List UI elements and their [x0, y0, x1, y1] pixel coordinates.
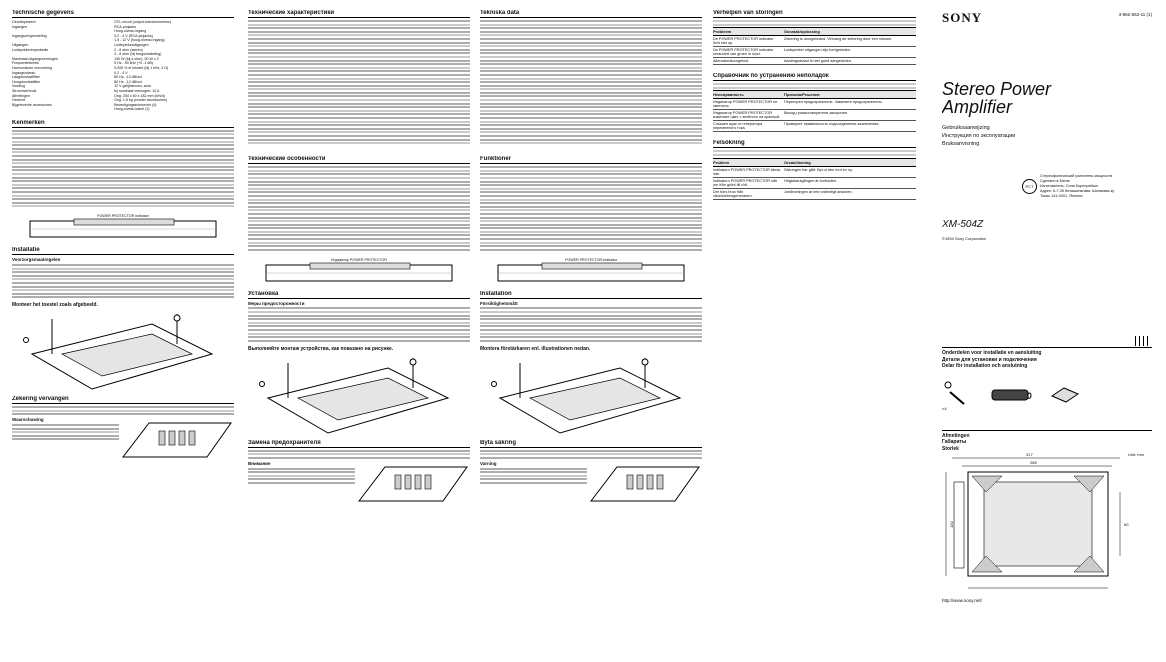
product-title: Stereo Power Amplifier [942, 79, 1052, 117]
certification-mark-icon: PCT [1022, 179, 1037, 194]
table-row: De POWER PROTECTOR indicator licht niet op. Zekering is doorgebrand. Vervang de zekering door een nieuwe. [713, 36, 916, 47]
features-heading-sv: Funktioner [480, 156, 702, 164]
fuse-heading-nl: Zekering vervangen [12, 396, 234, 404]
mounting-illustration-nl [12, 314, 234, 396]
spec-row: Gewicht Ong. 1,5 kg (zonder accessoires) [12, 98, 168, 103]
spec-row: Frequentiebereik 5 Hz - 50 kHz (+0 -1 dB) [12, 61, 153, 66]
table-row: Слышен шум от генератора переменного тока. Проверьте правильность подсоединения заземления. [713, 121, 916, 132]
spec-row: Voeding 12 V gelijkstroom, accu [12, 84, 152, 89]
spec-row: Hoog-niveau ingang [114, 29, 147, 34]
fuse-illustration-ru [355, 461, 470, 512]
language-list: Gebruiksaanwijzing Инструкция по эксплуатации Bruksanvisning [942, 125, 1016, 147]
features-text-nl [12, 130, 234, 207]
parts-illustration [942, 380, 1152, 410]
install-subheading-sv: Försiktighetsmått [480, 300, 518, 306]
column-dutch [12, 10, 234, 655]
svg-text:×4: ×4 [942, 405, 947, 410]
install-heading-ru: Установка [248, 291, 470, 299]
spec-row: Hoogdoorlaatfilter 80 Hz, -12 dB/oct [12, 79, 142, 84]
amplifier-diagram-ru: Индикатор POWER PROTECTOR [262, 259, 456, 285]
column-russian [248, 10, 470, 655]
spec-row: Ingangsniveau 0,2 - 4 V [12, 70, 128, 75]
specs-heading-nl: Technische gegevens [12, 10, 234, 18]
fuse-subheading-ru: Внимание [248, 460, 271, 466]
install-caption-ru: Выполняйте монтаж устройства, как показано на рисунке. [248, 345, 394, 352]
mounting-illustration-ru [248, 358, 470, 440]
install-heading-sv: Installation [480, 291, 702, 299]
column-swedish [480, 10, 702, 655]
spec-row: Circuitsysteem OTL-circuit (output-transformerless) [12, 20, 172, 24]
table-row: Indikatorn POWER PROTECTOR slår om från grönt till rött. Högtalarutgången är kortsluten. [713, 178, 916, 189]
screw-icon [942, 380, 970, 410]
fuse-subheading-nl: Waarschuwing [12, 417, 44, 423]
troubleshoot-table-ru: Неисправность Причина/Решение Индикатор POWER PROTECTOR не светится. Перегорел предохранитель. Замените предохранитель. Индикатор POWER PROTECTOR изменяет цвет с зелёного на красный. Выход громкоговорителя закорочен. Слышен шум от генератора переменного тока. Проверьте правильность подсоединения заземления. [713, 90, 916, 132]
fuse-subheading-sv: Varning [480, 460, 497, 466]
spec-row: 4 - 8 ohm (bij brugschakeling) [114, 52, 162, 57]
copyright: ©1994 Sony Corporation [942, 236, 987, 241]
sony-logo: SONY [942, 10, 983, 25]
specs-heading-sv: Tekniska data [480, 10, 702, 18]
website-url: http://www.sony.net/ [942, 598, 982, 603]
part-number: 3-862-562-11 (1) [1118, 12, 1152, 17]
spec-row: Ingangsvergrendeling 0,2 - 4 V (RCA-pinjacks) [12, 33, 153, 38]
table-row: Alternatorstoorgeluid. Aardingsdraad is niet goed aangesloten. [713, 58, 916, 65]
troubleshoot-table-sv: Problem Orsak/lösning Indikatorn POWER PROTECTOR tänds inte. Säkringen har gått. Byt ut den mot en ny. Indikatorn POWER PROTECTOR slår om från grönt till rött. Högtalarutgången är kortsluten. Det hörs brus från växelströmsgeneratorn. Jordledningen är inte ordentligt ansluten. [713, 158, 916, 200]
table-row: Индикатор POWER PROTECTOR изменяет цвет с зелёного на красный. Выход громкоговорителя закорочен. [713, 110, 916, 121]
amplifier-diagram-nl: POWER PROTECTOR indicator [26, 215, 220, 241]
troubleshoot-heading-sv: Felsökning [713, 140, 916, 148]
troubleshoot-heading-ru: Справочник по устранению неполадок [713, 73, 916, 81]
spec-row: 1,5 - 12 V (hoog-niveau ingang) [114, 38, 165, 43]
spec-row: Afmetingen Ong. 254 x 60 x 182 mm (b/h/d) [12, 93, 165, 98]
fuse-heading-sv: Byta säkring [480, 440, 702, 448]
features-heading-ru: Технические особенности [248, 156, 470, 164]
fuse-illustration-nl [119, 417, 234, 468]
page-marks [1135, 336, 1148, 346]
table-row: Индикатор POWER PROTECTOR не светится. Перегорел предохранитель. Замените предохранитель. [713, 99, 916, 110]
spec-row: Stroomverbruik bij nominaal vermogen: 10 A [12, 88, 160, 93]
column-troubleshooting [713, 10, 916, 655]
spec-row: Luidsprekerimpedantie 2 - 8 ohm (stereo) [12, 47, 143, 52]
spec-row: Uitgangen Luidsprekeruitgangen [12, 42, 149, 47]
fuse-heading-ru: Замена предохранителя [248, 440, 470, 448]
table-row: Indikatorn POWER PROTECTOR tänds inte. Säkringen har gått. Byt ut den mot en ny. [713, 167, 916, 178]
table-row: Det hörs brus från växelströmsgeneratorn. Jordledningen är inte ordentligt ansluten. [713, 189, 916, 200]
troubleshoot-heading-nl: Verhelpen van storingen [713, 10, 916, 18]
specs-text-sv [480, 20, 702, 144]
install-subheading-ru: Меры предосторожности [248, 300, 305, 306]
spec-row: Maximaal uitgangsvermogen 140 W (bij 4 ohm), 50 W x 2 [12, 56, 159, 61]
install-subheading-nl: Voorzorgsmaatregelen [12, 257, 61, 263]
mounting-illustration-sv [480, 358, 702, 440]
specs-text-ru [248, 20, 470, 144]
install-caption-nl: Monteer het toestel zoals afgebeeld. [12, 302, 98, 309]
parts-heading: Onderdelen voor installatie en aansluiting Детали для установки и подключения Delar för installation och anslutning [942, 347, 1152, 370]
connector-icon [1050, 384, 1080, 406]
install-heading-nl: Installatie [12, 247, 234, 255]
dimension-drawing: 317 288 182 60 Unit: mm [942, 452, 1152, 602]
dimensions-heading: Afmetingen Габариты Storlek [942, 430, 1152, 453]
troubleshoot-table-nl: Probleem Oorzaak/oplossing De POWER PROTECTOR indicator licht niet op. Zekering is doorgebrand. Vervang de zekering door een nieuwe. De POWER PROTECTOR indicator verandert van groen in rood. Luidspreker uitgangen zijn kortgesloten. Alternatorstoorgeluid. Aardingsdraad is niet goed aangesloten. [713, 27, 916, 65]
model-number: XM-504Z [942, 219, 984, 230]
certification-block: PCT Стереофонический усилитель мощности Сделано в Китае Изготовитель: Сони Корпорейшн Адрес: 6-7-35 Киташинагава, Шинагава-ку Токио 141-0001, Япония [1022, 174, 1152, 199]
amplifier-diagram-sv: POWER PROTECTOR-indikator [494, 259, 688, 285]
table-row: De POWER PROTECTOR indicator verandert van groen in rood. Luidspreker uitgangen zijn kortgesloten. [713, 47, 916, 58]
install-caption-sv: Montera förstärkaren enl. illustrationen nedan. [480, 345, 591, 352]
spec-row: Harmonische vervorming 0,005 % of minder (bij 1 kHz, 4 Ω) [12, 65, 169, 70]
features-heading-nl: Kenmerken [12, 120, 234, 128]
spec-row: Bijgeleverde accessoires Bevestigingsschroeven (4) [12, 102, 157, 107]
column-cover [942, 10, 1152, 655]
spec-row: Ingangen RCA-pinjacks [12, 24, 136, 29]
spec-row: Laagdoorlaatfilter 80 Hz, -12 dB/oct [12, 75, 142, 80]
spec-row: Hoog-niveau kabel (1) [114, 107, 150, 112]
fuse-illustration-sv [587, 461, 702, 512]
cable-icon [988, 380, 1032, 410]
specs-heading-ru: Технические характеристики [248, 10, 470, 18]
specs-table-nl [12, 20, 234, 112]
